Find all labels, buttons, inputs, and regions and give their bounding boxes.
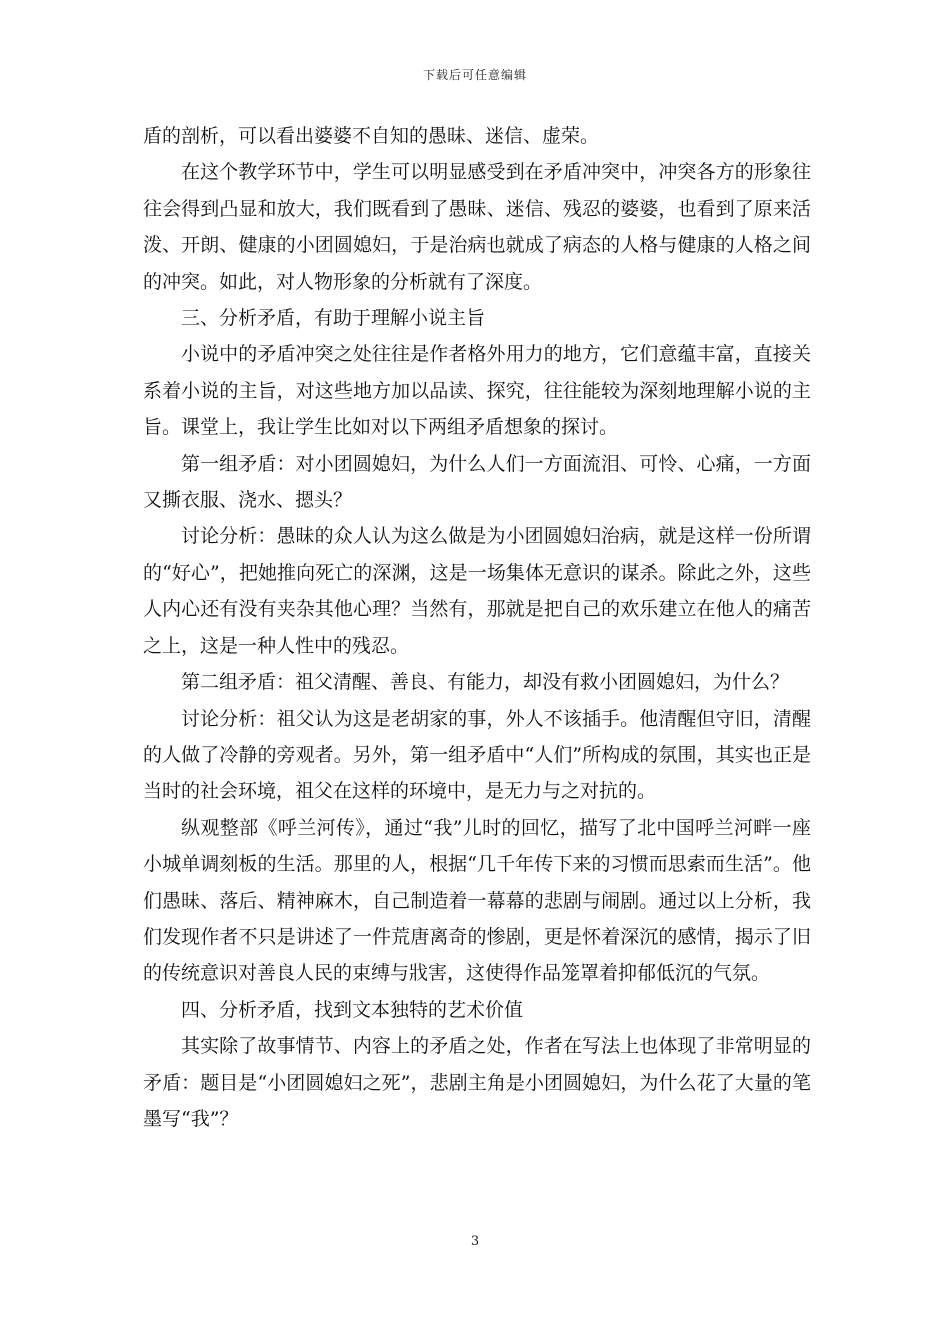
paragraph: 小说中的矛盾冲突之处往往是作者格外用力的地方，它们意蕴丰富，直接关系着小说的主旨，对这些地方加以品读、探究，往往能较为深刻地理解小说的主旨。课堂上，我让学生比如对以下两组矛盾想象的探讨。	[143, 343, 811, 439]
paragraph: 第一组矛盾：对小团圆媳妇，为什么人们一方面流泪、可怜、心痛，一方面又撕衣服、浇水、摁头？	[143, 452, 811, 512]
section-heading: 四、分析矛盾，找到文本独特的艺术价值	[181, 998, 524, 1021]
paragraph: 讨论分析：愚昧的众人认为这么做是为小团圆媳妇治病，就是这样一份所谓的“好心”，把她推向死亡的深渊，这是一场集体无意识的谋杀。除此之外，这些人内心还有没有夹杂其他心理？当然有，那就是把自己的欢乐建立在他人的痛苦之上，这是一种人性中的残忍。	[143, 525, 811, 657]
paragraph: 纵观整部《呼兰河传》，通过“我”儿时的回忆，描写了北中国呼兰河畔一座小城单调刻板的生活。那里的人，根据“几千年传下来的习惯而思索而生活”。他们愚昧、落后、精神麻木，自己制造着一幕幕的悲剧与闹剧。通过以上分析，我们发现作者不只是讲述了一件荒唐离奇的惨剧，更是怀着深沉的感情，揭示了旧的传统意识对善良人民的束缚与戕害，这使得作品笼罩着抑郁低沉的气氛。	[143, 816, 811, 985]
paragraph: 盾的剖析，可以看出婆婆不自知的愚昧、迷信、虚荣。	[143, 125, 600, 147]
page-header: 下载后可任意编辑	[422, 68, 527, 82]
document-body	[143, 118, 811, 1137]
paragraph: 第二组矛盾：祖父清醒、善良、有能力，却没有救小团圆媳妇，为什么？	[181, 671, 790, 694]
section-heading: 三、分析矛盾，有助于理解小说主旨	[181, 307, 486, 330]
page-number: 3	[470, 1234, 480, 1249]
paragraph: 讨论分析：祖父认为这是老胡家的事，外人不该插手。他清醒但守旧，清醒的人做了冷静的旁观者。另外，第一组矛盾中“人们”所构成的氛围，其实也正是当时的社会环境，祖父在这样的环境中，是无力与之对抗的。	[143, 707, 811, 803]
paragraph: 其实除了故事情节、内容上的矛盾之处，作者在写法上也体现了非常明显的矛盾：题目是“小团圆媳妇之死”，悲剧主角是小团圆媳妇，为什么花了大量的笔墨写“我”？	[143, 1035, 811, 1130]
paragraph: 在这个教学环节中，学生可以明显感受到在矛盾冲突中，冲突各方的形象往往会得到凸显和放大，我们既看到了愚昧、迷信、残忍的婆婆，也看到了原来活泼、开朗、健康的小团圆媳妇，于是治病也就成了病态的人格与健康的人格之间的冲突。如此，对人物形象的分析就有了深度。	[143, 161, 811, 293]
